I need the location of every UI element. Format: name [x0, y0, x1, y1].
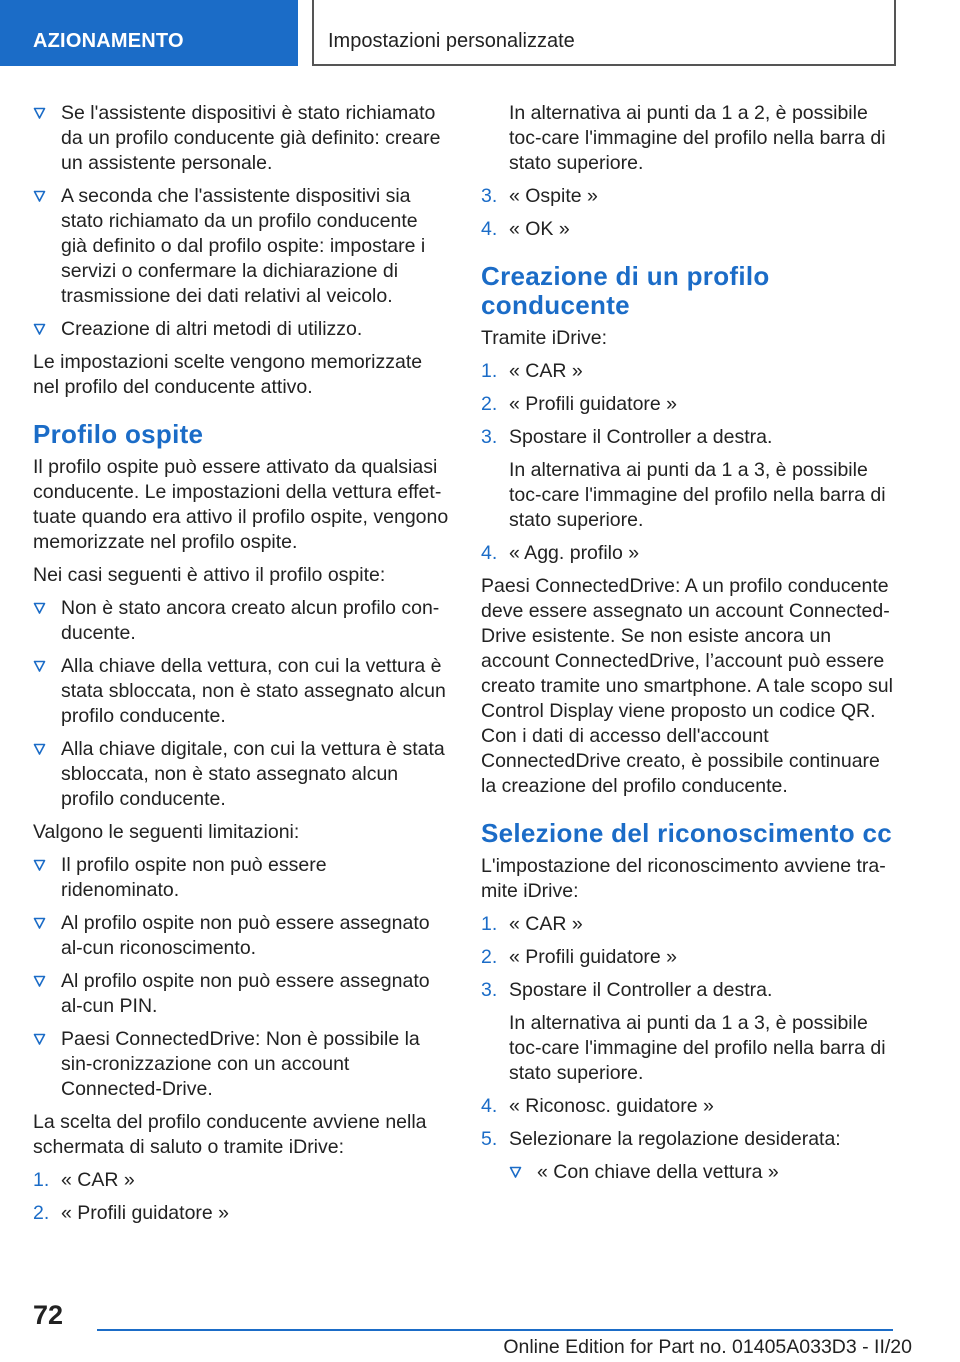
bullet-text: « Con chiave della vettura » — [537, 1161, 779, 1183]
bullet-item — [33, 654, 449, 729]
triangle-bullet-icon — [33, 660, 46, 673]
step-text: « CAR » — [509, 913, 583, 935]
triangle-bullet-icon — [33, 190, 46, 203]
step-text: « Agg. profilo » — [509, 542, 640, 564]
bullet-text: Alla chiave digitale, con cui la vettura è stata sbloccata, non è stato assegnato alcun profilo conducente. — [61, 738, 445, 810]
step-number: 4. — [481, 542, 498, 564]
bullet-text: Alla chiave della vettura, con cui la vettura è stata sbloccata, non è stato assegnato alcun profilo conducente. — [61, 655, 446, 727]
paragraph: Tramite iDrive: — [481, 327, 608, 349]
numbered-step — [481, 1094, 899, 1119]
triangle-bullet-icon — [33, 107, 46, 120]
bullet-item — [33, 737, 449, 812]
bullet-text: Al profilo ospite non può essere assegnato al-cun riconoscimento. — [61, 912, 430, 959]
right-column — [481, 101, 899, 1193]
numbered-step — [481, 945, 899, 970]
numbered-step — [481, 425, 899, 450]
step-note: In alternativa ai punti da 1 a 3, è possibile toc-care l'immagine del profilo nella barra di stato superiore. — [509, 459, 886, 531]
triangle-bullet-icon — [33, 859, 46, 872]
numbered-step — [481, 217, 899, 242]
step-number: 1. — [481, 913, 498, 935]
edition-footer: Online Edition for Part no. 01405A033D3 - II/20 — [503, 1336, 912, 1358]
step-text: « Profili guidatore » — [509, 946, 678, 968]
bullet-text: Se l'assistente dispositivi è stato richiamato da un profilo conducente già definito: creare un assistente personale. — [61, 102, 441, 174]
section-tab: AZIONAMENTO — [0, 0, 298, 66]
step-note: In alternativa ai punti da 1 a 3, è possibile toc-care l'immagine del profilo nella barra di stato superiore. — [509, 1012, 886, 1084]
step-text: « Profili guidatore » — [61, 1202, 230, 1224]
numbered-step — [481, 184, 899, 209]
step-number: 3. — [481, 979, 498, 1001]
numbered-step — [481, 912, 899, 937]
step-number: 2. — [33, 1202, 50, 1224]
heading-guest-profile: Profilo ospite — [33, 419, 204, 449]
paragraph: Paesi ConnectedDrive: A un profilo conducente deve essere assegnato un account Connected-Drive esistente. Se non esiste ancora un account ConnectedDrive, l’account può essere creato tramite uno smartphone. A tale scopo sul Control Display viene proposto un codice QR. Con i dati di accesso dell'account ConnectedDrive creato, è possibile continuare la creazione del profilo conducente. — [481, 575, 893, 797]
bullet-item — [33, 1027, 449, 1102]
step-text: « CAR » — [509, 360, 583, 382]
bullet-text: Il profilo ospite non può essere ridenominato. — [61, 854, 327, 901]
triangle-bullet-icon — [33, 602, 46, 615]
numbered-step — [481, 541, 899, 566]
step-number: 2. — [481, 946, 498, 968]
paragraph: Le impostazioni scelte vengono memorizzate nel profilo del conducente attivo. — [33, 351, 423, 398]
heading-select-recognition: Selezione del riconoscimento cc — [481, 818, 892, 848]
step-text: Selezionare la regolazione desiderata: — [509, 1128, 841, 1150]
bullet-item — [33, 911, 449, 961]
step-note: In alternativa ai punti da 1 a 2, è possibile toc-care l'immagine del profilo nella barra di stato superiore. — [509, 102, 886, 174]
bullet-text: Creazione di altri metodi di utilizzo. — [61, 318, 363, 340]
numbered-step — [481, 359, 899, 384]
bullet-text: A seconda che l'assistente dispositivi sia stato richiamato da un profilo conducente già definito o dal profilo ospite: impostare i servizi o confermare la dichiarazione di trasmissione dei dati relativi al veicolo. — [61, 185, 426, 307]
triangle-bullet-icon — [33, 917, 46, 930]
numbered-step — [481, 978, 899, 1003]
bullet-text: Non è stato ancora creato alcun profilo con-ducente. — [61, 597, 440, 644]
bullet-item — [33, 317, 449, 342]
bullet-item — [33, 853, 449, 903]
footer-divider — [97, 1329, 893, 1331]
page-number: 72 — [33, 1300, 64, 1330]
left-column — [33, 101, 449, 1234]
step-number: 2. — [481, 393, 498, 415]
bullet-item — [33, 969, 449, 1019]
triangle-bullet-icon — [509, 1166, 522, 1179]
step-text: Spostare il Controller a destra. — [509, 426, 773, 448]
step-number: 4. — [481, 218, 498, 240]
step-text: « Profili guidatore » — [509, 393, 678, 415]
step-number: 4. — [481, 1095, 498, 1117]
numbered-step — [33, 1201, 449, 1226]
step-number: 1. — [481, 360, 498, 382]
triangle-bullet-icon — [33, 323, 46, 336]
step-text: « Ospite » — [509, 185, 598, 207]
chapter-title: Impostazioni personalizzate — [312, 0, 896, 66]
step-number: 3. — [481, 185, 498, 207]
paragraph: Nei casi seguenti è attivo il profilo ospite: — [33, 564, 386, 586]
heading-create-profile: Creazione di un profilo conducente — [481, 261, 770, 320]
triangle-bullet-icon — [33, 975, 46, 988]
step-text: « CAR » — [61, 1169, 135, 1191]
bullet-item — [33, 596, 449, 646]
step-number: 5. — [481, 1128, 498, 1150]
step-text: Spostare il Controller a destra. — [509, 979, 773, 1001]
bullet-item — [33, 184, 449, 309]
paragraph: Il profilo ospite può essere attivato da qualsiasi conducente. Le impostazioni della vettura effet-tuate quando era attivo il profilo ospite, vengono memorizzate nel profilo ospite. — [33, 456, 449, 553]
bullet-text: Paesi ConnectedDrive: Non è possibile la sin-cronizzazione con un account Connected-Drive. — [61, 1028, 420, 1100]
step-number: 1. — [33, 1169, 50, 1191]
paragraph: L'impostazione del riconoscimento avviene tra-mite iDrive: — [481, 855, 886, 902]
triangle-bullet-icon — [33, 743, 46, 756]
bullet-item — [509, 1160, 899, 1185]
bullet-text: Al profilo ospite non può essere assegnato al-cun PIN. — [61, 970, 430, 1017]
paragraph: La scelta del profilo conducente avviene nella schermata di saluto o tramite iDrive: — [33, 1111, 427, 1158]
step-number: 3. — [481, 426, 498, 448]
step-text: « Riconosc. guidatore » — [509, 1095, 714, 1117]
bullet-item — [33, 101, 449, 176]
triangle-bullet-icon — [33, 1033, 46, 1046]
paragraph: Valgono le seguenti limitazioni: — [33, 821, 300, 843]
numbered-step — [481, 392, 899, 417]
numbered-step — [481, 1127, 899, 1152]
numbered-step — [33, 1168, 449, 1193]
step-text: « OK » — [509, 218, 570, 240]
